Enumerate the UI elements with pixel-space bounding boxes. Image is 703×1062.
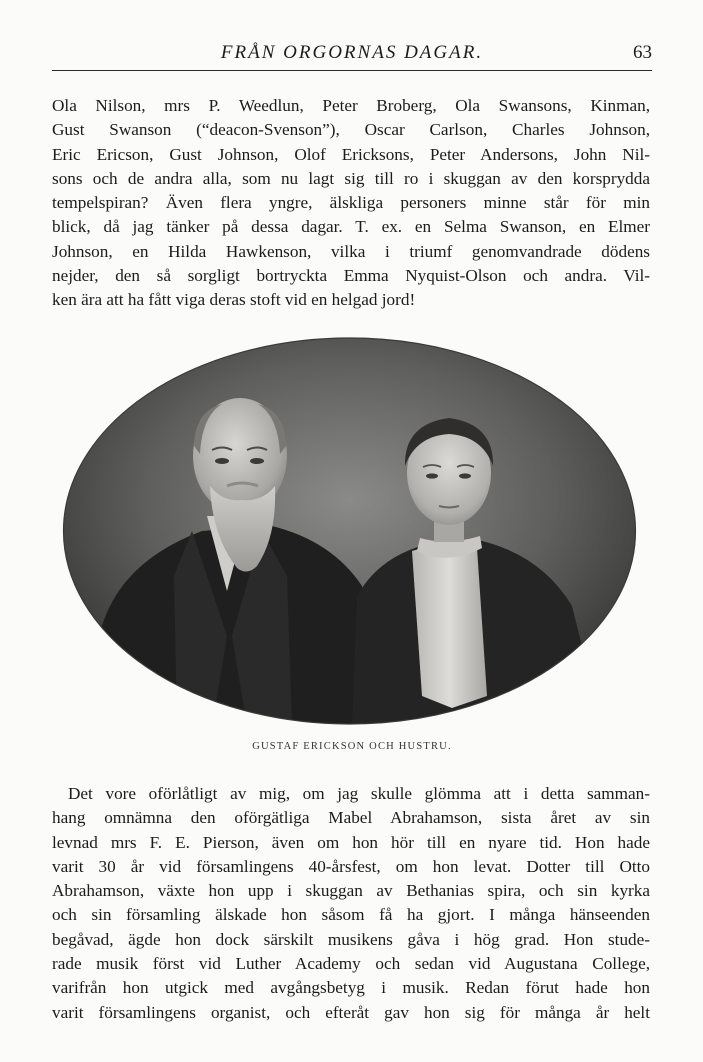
text-line: varifrån hon utgick med avgångsbetyg i musik. Redan förut hade hon bbox=[52, 978, 650, 998]
paragraph-1 bbox=[52, 94, 650, 313]
paragraph-2 bbox=[52, 782, 650, 1025]
text-line: levnad mrs F. E. Pierson, även om hon hör till en nyare tid. Hon hade bbox=[52, 832, 650, 852]
text-line: Ola Nilson, mrs P. Weedlun, Peter Broberg, Ola Swansons, Kinman, bbox=[52, 96, 650, 115]
figure-caption: GUSTAF ERICKSON OCH HUSTRU. bbox=[252, 741, 452, 752]
text-line: rade musik först vid Luther Academy och sedan vid Augustana College, bbox=[52, 954, 650, 974]
page-number: 63 bbox=[633, 42, 652, 63]
text-line: tempelspiran? Även flera yngre, älskliga personers minne står för min bbox=[52, 193, 650, 213]
text-line: sons och de andra alla, som nu lagt sig till ro i skuggan av den korsprydda bbox=[52, 168, 650, 188]
text-line: Johnson, en Hilda Hawkenson, vilka i triumf genomvandrade dödens bbox=[52, 241, 650, 261]
text-line: hang omnämna den oförgätliga Mabel Abrahamson, sista året av sin bbox=[52, 808, 650, 828]
text-line: Gust Swanson (“deacon-Svenson”), Oscar Carlson, Charles Johnson, bbox=[52, 120, 650, 140]
text-line: begåvad, ägde hon dock särskilt musikens gåva i hög grad. Hon stude- bbox=[52, 929, 650, 949]
text-line: och sin församling älskade hon såsom få ha gjort. I många hänseenden bbox=[52, 905, 650, 925]
running-title: FRÅN ORGORNAS DAGAR. bbox=[220, 42, 484, 63]
text-line: Abrahamson, växte hon upp i skuggan av Bethanias spira, och sin kyrka bbox=[52, 881, 650, 901]
text-line: ken ära att ha fått viga deras stoft vid en helgad jord! bbox=[52, 290, 416, 310]
text-line: varit församlingens organist, och efteråt gav hon sig för många år helt bbox=[52, 1002, 650, 1022]
running-head bbox=[52, 40, 652, 66]
text-line: Det vore oförlåtligt av mig, om jag skulle glömma att i detta samman- bbox=[68, 784, 650, 803]
portrait-photo bbox=[62, 336, 637, 726]
text-line: blick, då jag tänker på dessa dagar. T. ex. en Selma Swanson, en Elmer bbox=[52, 217, 650, 237]
text-line: Eric Ericson, Gust Johnson, Olof Ericksons, Peter Andersons, John Nil- bbox=[52, 144, 650, 164]
text-line: nejder, den så sorgligt bortryckta Emma Nyquist-Olson och andra. Vil- bbox=[52, 266, 650, 286]
header-rule bbox=[52, 70, 652, 71]
text-line: varit 30 år vid församlingens 40-årsfest, om hon levat. Dotter till Otto bbox=[52, 856, 650, 876]
